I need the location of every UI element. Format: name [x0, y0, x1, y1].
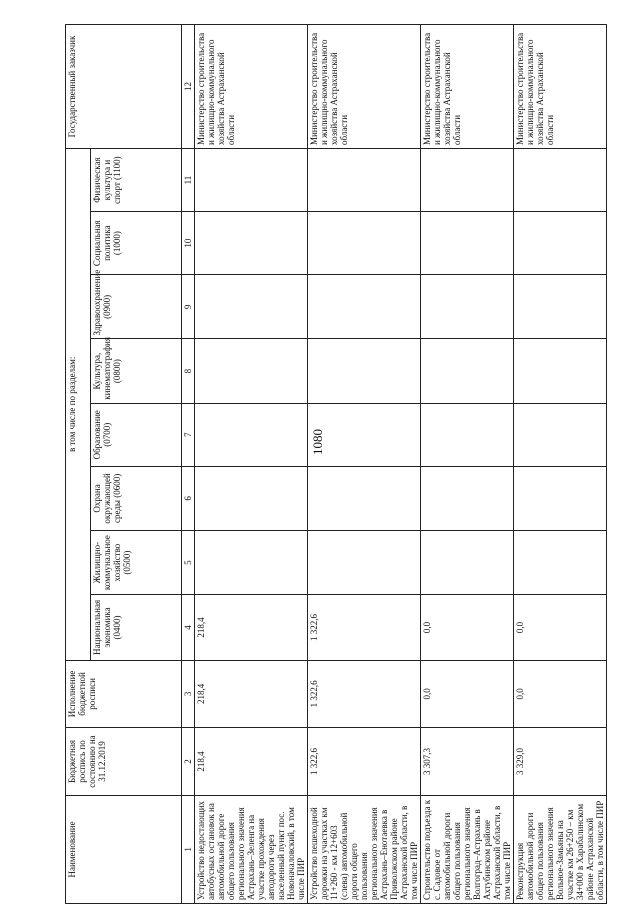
row-section-0900: [421, 275, 514, 339]
row-execution: 0,0: [421, 660, 514, 728]
header-section-0600: Охрана окружающей среды (0600): [91, 466, 182, 530]
header-sections-group: в том числе по разделам:: [66, 149, 91, 661]
column-number: 7: [182, 403, 195, 466]
header-section-0500: Жилищно-коммунальное хозяйство (0500): [91, 531, 182, 595]
budget-table: [65, 24, 607, 904]
row-section-0900: [514, 275, 607, 339]
header-section-0700: Образование (0700): [91, 403, 182, 466]
row-section-1100: [514, 149, 607, 212]
row-section-0900: [195, 275, 308, 339]
column-number: 8: [182, 339, 195, 403]
row-name: Строительство подъезда к с. Садовое от автомобильной дороги общего пользования регионального значения Волгоград–Астрахань в Ахтубинском районе Астраханской области, в том числе ПИР: [421, 795, 514, 903]
page-number: 1080: [310, 429, 325, 455]
row-section-0500: [421, 531, 514, 595]
row-execution: 0,0: [514, 660, 607, 728]
header-section-0800: Культура, кинематография (0800): [91, 339, 182, 403]
row-section-0800: [421, 339, 514, 403]
row-name: Устройство недостающих автобусных остановок на автомобильной дороге общего пользования регионального значения Астрахань–Зеленга на участке прохождения автодороги через населенный пункт пос. Новоначаловский, в том числе ПИР: [195, 795, 308, 903]
row-section-1100: [308, 149, 421, 212]
table-row: [421, 25, 514, 904]
row-section-0400: 1 322,6: [308, 595, 421, 660]
row-section-0600: [421, 466, 514, 530]
row-section-0400: 0,0: [514, 595, 607, 660]
row-section-0500: [308, 531, 421, 595]
row-section-0400: 218,4: [195, 595, 308, 660]
row-section-0800: [195, 339, 308, 403]
row-section-0800: [514, 339, 607, 403]
row-section-0500: [195, 531, 308, 595]
row-name: Устройство пешеходной дорожки на участках км 11+260 - км 12+603 (слева) автомобильной дороги общего пользования регионального значения Астрахань–Енотаевка в Приволжском районе Астраханской области, в том числе ПИР: [308, 795, 421, 903]
header-name: Наименование: [66, 795, 182, 903]
column-number: 12: [182, 25, 195, 149]
column-number-row: [182, 25, 195, 904]
column-number: 9: [182, 275, 195, 339]
rotated-page-content: [65, 24, 605, 904]
row-section-0400: 0,0: [421, 595, 514, 660]
row-section-1000: [195, 212, 308, 275]
row-section-0700: [421, 403, 514, 466]
column-number: 10: [182, 212, 195, 275]
row-name: Реконструкция автомобильной дороги общего пользования регионального значения Вольное-Замьяны на участке км 26+250 – км 34+000 в Харабалинском районе Астраханской области, в том числе ПИР: [514, 795, 607, 903]
row-customer: Министерство строительства и жилищно-коммунального хозяйства Астраханской области: [308, 25, 421, 149]
row-section-1100: [195, 149, 308, 212]
table-row: [308, 25, 421, 904]
header-section-1000: Социальная политика (1000): [91, 212, 182, 275]
row-section-1000: [421, 212, 514, 275]
header-budget-list: Бюджетная роспись по состоянию на 31.12.2019: [66, 728, 182, 796]
column-number: 4: [182, 595, 195, 660]
row-section-0600: [308, 466, 421, 530]
row-section-0500: [514, 531, 607, 595]
header-section-1100: Физическая культура и спорт (1100): [91, 149, 182, 212]
row-execution: 218,4: [195, 660, 308, 728]
row-budget: 3 329,0: [514, 728, 607, 796]
row-section-0800: [308, 339, 421, 403]
row-budget: 1 322,6: [308, 728, 421, 796]
row-section-0700: [514, 403, 607, 466]
row-customer: Министерство строительства и жилищно-коммунального хозяйства Астраханской области: [514, 25, 607, 149]
row-section-1000: [514, 212, 607, 275]
row-section-0700: [195, 403, 308, 466]
header-section-0400: Национальная экономика (0400): [91, 595, 182, 660]
row-execution: 1 322,6: [308, 660, 421, 728]
row-section-1100: [421, 149, 514, 212]
column-number: 5: [182, 531, 195, 595]
row-section-0700: [308, 403, 421, 466]
header-execution: Исполнение бюджетной росписи: [66, 660, 182, 728]
column-number: 2: [182, 728, 195, 796]
column-number: 1: [182, 795, 195, 903]
row-section-0600: [514, 466, 607, 530]
row-budget: 3 307,3: [421, 728, 514, 796]
column-number: 11: [182, 149, 195, 212]
row-section-0900: [308, 275, 421, 339]
row-customer: Министерство строительства и жилищно-коммунального хозяйства Астраханской области: [195, 25, 308, 149]
column-number: 3: [182, 660, 195, 728]
table-row: [514, 25, 607, 904]
table-row: [195, 25, 308, 904]
row-customer: Министерство строительства и жилищно-коммунального хозяйства Астраханской области: [421, 25, 514, 149]
row-section-0600: [195, 466, 308, 530]
column-number: 6: [182, 466, 195, 530]
row-budget: 218,4: [195, 728, 308, 796]
header-customer: Государственный заказчик: [66, 25, 182, 149]
row-section-1000: [308, 212, 421, 275]
header-section-0900: Здравоохранение (0900): [91, 275, 182, 339]
